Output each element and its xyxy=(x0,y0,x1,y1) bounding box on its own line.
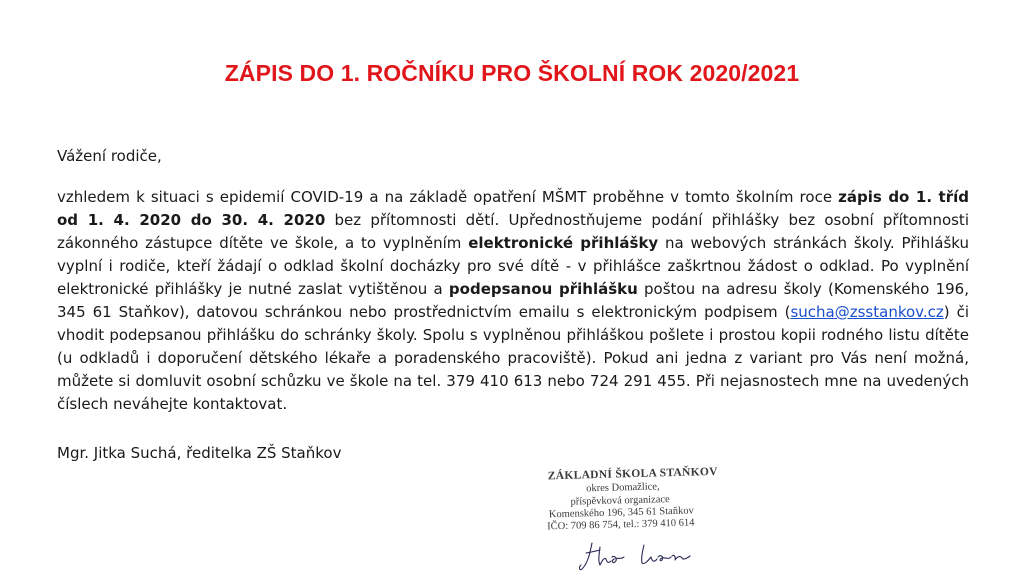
letter-bold-signed-form: podepsanou přihlášku xyxy=(448,280,638,298)
letter-text-1: vzhledem k situaci s epidemií COVID-19 a na základě opatření MŠMT proběhne v tomto školním roce xyxy=(57,188,839,206)
signoff: Mgr. Jitka Suchá, ředitelka ZŠ Staňkov xyxy=(57,444,342,462)
letter-text-2: bez přítomnosti dětí. Upřednostňujeme podání přihlášky bez osobní přítomnosti zákonného zástupce dítěte ve škole, a to vyplněním xyxy=(57,211,969,252)
greeting: Vážení rodiče, xyxy=(57,147,162,165)
document-title: ZÁPIS DO 1. ROČNÍKU PRO ŠKOLNÍ ROK 2020/2021 xyxy=(224,60,800,86)
letter-text-5: ) či vhodit podepsanou přihlášku do schránky školy. Spolu s vyplněnou přihláškou pošlete i prostou kopii rodného listu dítěte (u odkladů i doporučení dětského lékaře a poradenského pracoviště). Pokud ani jedna z variant pro Vás není možná, můžete si domluvit osobní schůzku ve škole na tel. 379 410 613 nebo 724 291 455. Při nejasnostech mne na uvedených číslech neváhejte kontaktovat. xyxy=(57,303,969,413)
letter-text-3: na webových stránkách školy. Přihlášku vyplní i rodiče, kteří žádají o odklad školní docházky pro své dítě - v přihlášce zaškrtnou žádost o odklad. Po vyplnění elektronické přihlášky je nutné zaslat vytištěnou a xyxy=(57,234,969,298)
stamp-district: okres Domažlice, xyxy=(586,481,660,495)
stamp-organization: příspěvková organizace xyxy=(570,494,670,508)
letter-body xyxy=(57,186,969,416)
handwritten-signature xyxy=(578,535,708,575)
letter-text-4: poštou na adresu školy (Komenského 196, 345 61 Staňkov), datovou schránkou nebo prostřednictvím emailu s elektronickým podpisem ( xyxy=(57,280,969,321)
letter-bold-enrollment-dates: zápis do 1. tříd od 1. 4. 2020 do 30. 4. 2020 xyxy=(57,188,969,229)
stamp-school-name: ZÁKLADNÍ ŠKOLA STAŇKOV xyxy=(547,465,718,483)
letter-bold-electronic-form: elektronické přihlášky xyxy=(468,234,659,252)
stamp-ico-phone: IČO: 709 86 754, tel.: 379 410 614 xyxy=(547,517,695,533)
email-link[interactable]: sucha@zsstankov.cz xyxy=(790,303,944,321)
stamp-address: Komenského 196, 345 61 Staňkov xyxy=(548,505,694,521)
